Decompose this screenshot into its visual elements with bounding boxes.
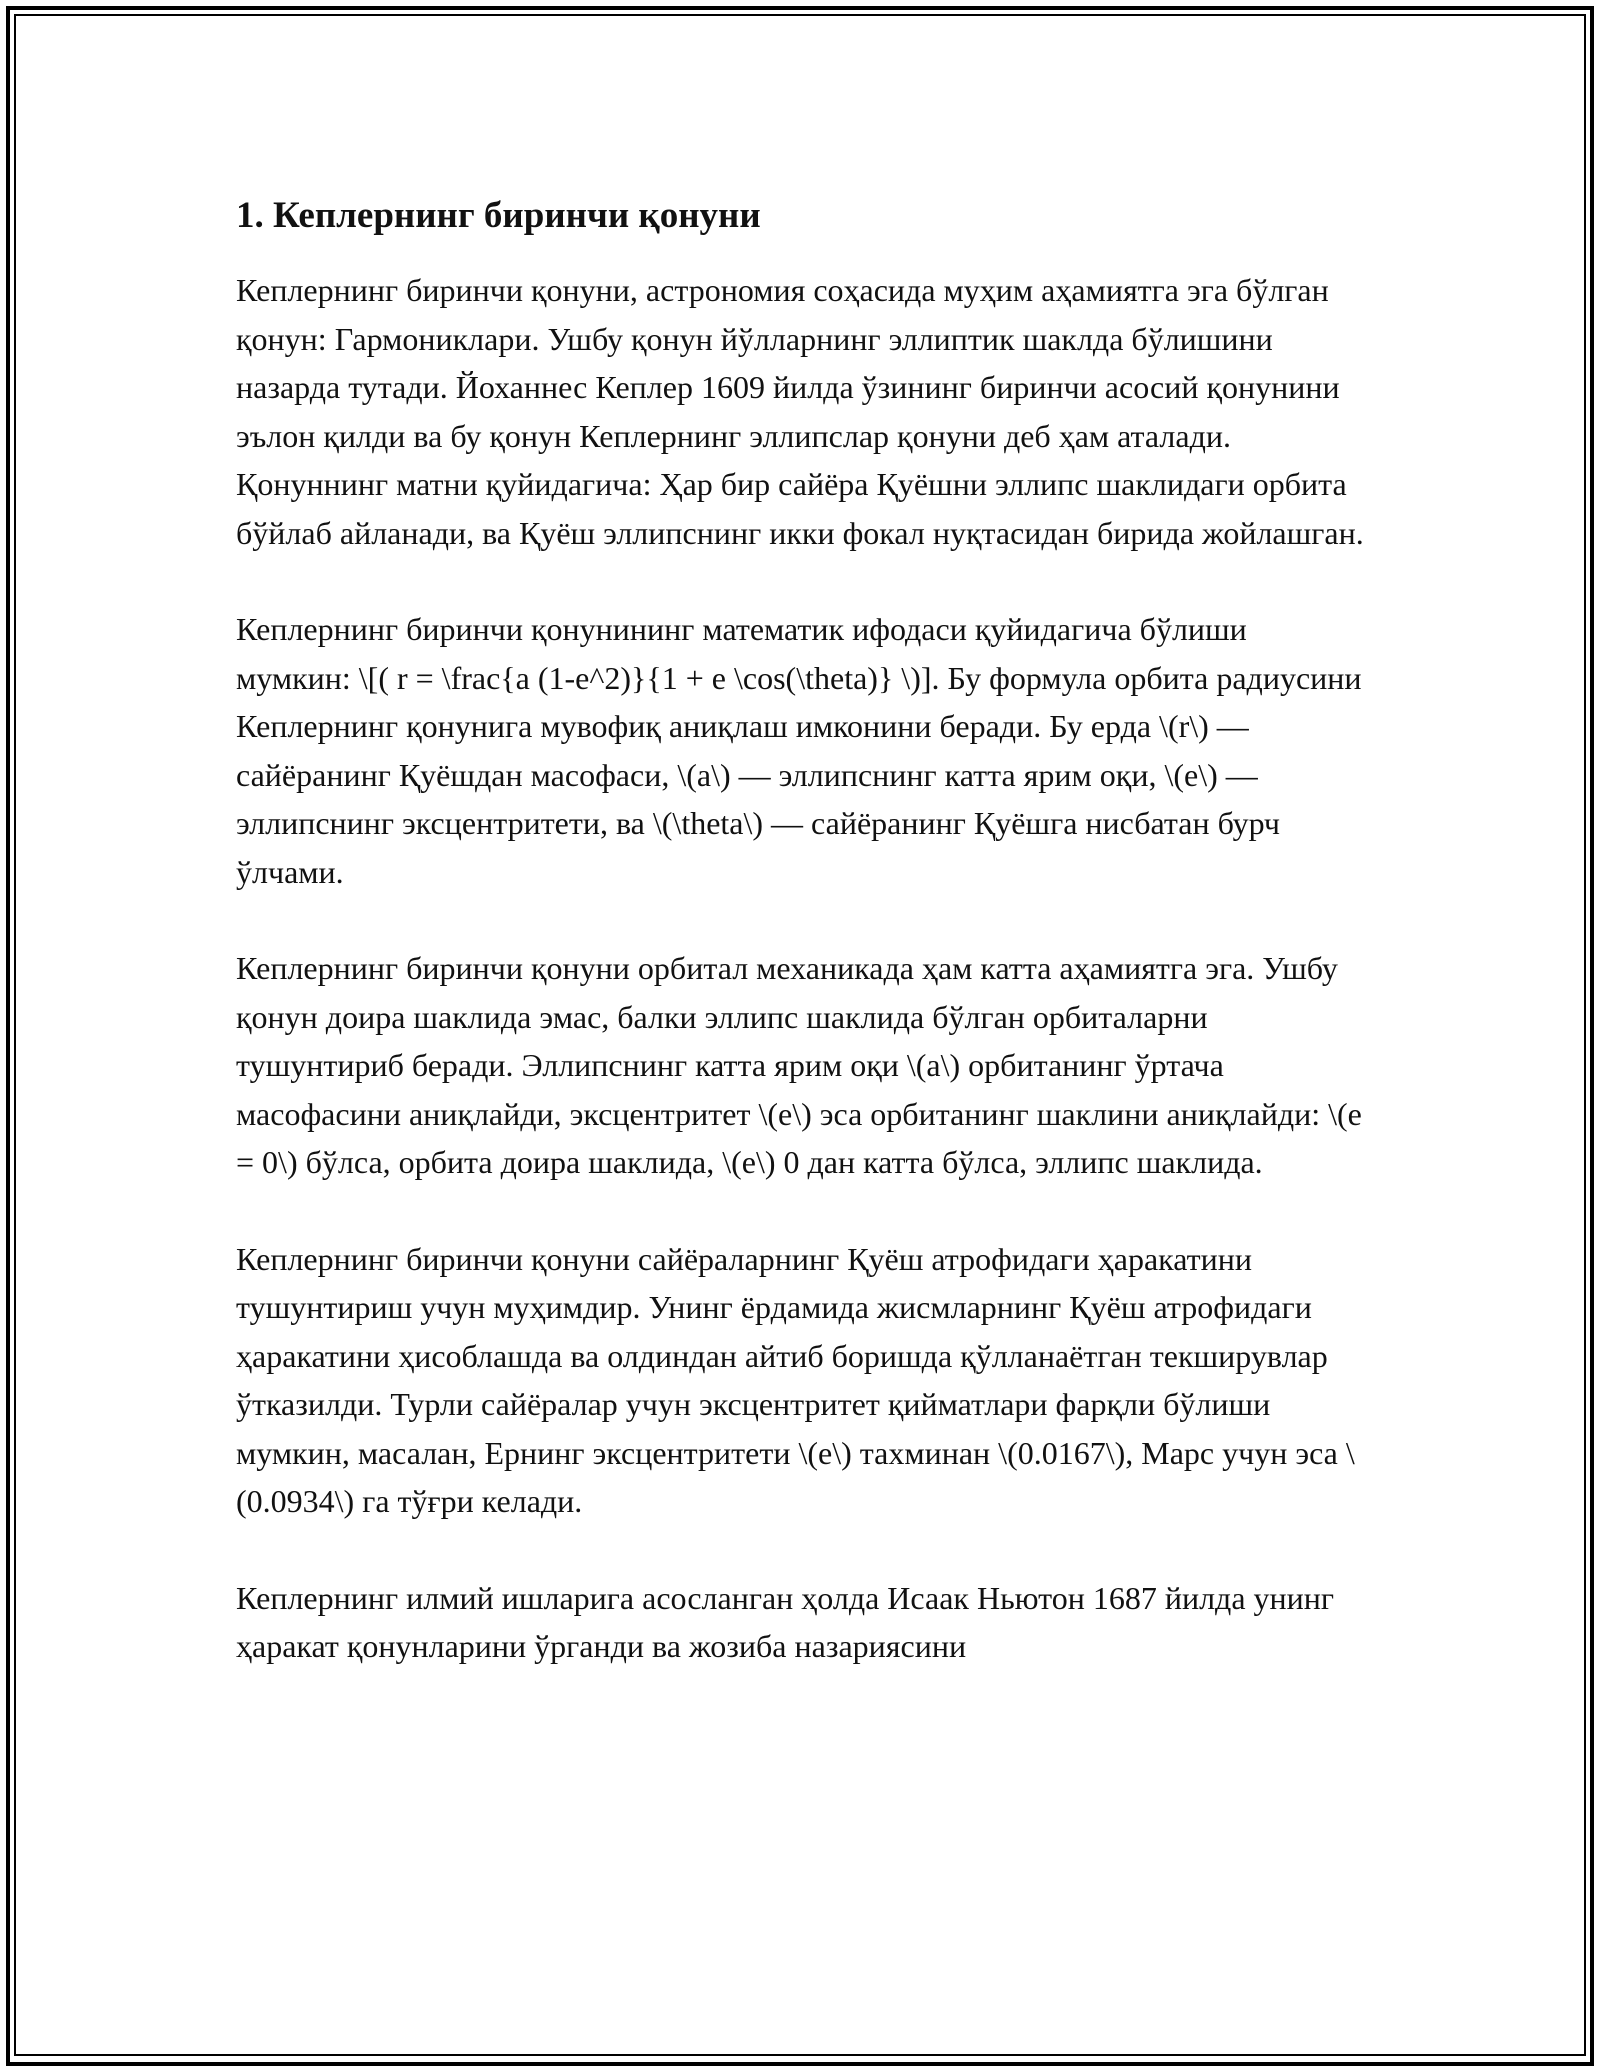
paragraph-1: Кеплернинг биринчи қонуни, астрономия соҳасида муҳим аҳамиятга эга бўлган қонун: Гармониклари. Ушбу қонун йўлларнинг эллиптик шаклда бўлишини назарда тутади. Йоханнес Кеплер 1609 йилда ўзининг биринчи асосий қонунини эълон қилди ва бу қонун Кеплернинг эллипслар қонуни деб ҳам аталади. Қонуннинг матни қуйидагича: Ҳар бир сайёра Қуёшни эллипс шаклидаги орбита бўйлаб айланади, ва Қуёш эллипснинг икки фокал нуқтасидан бирида жойлашган.	[236, 272, 1364, 551]
paragraph-3: Кеплернинг биринчи қонуни орбитал механикада ҳам катта аҳамиятга эга. Ушбу қонун доира шаклида эмас, балки эллипс шаклида бўлган орбиталарни тушунтириб беради. Эллипснинг катта ярим оқи \(a\) орбитанинг ўртача масофасини аниқлайди, эксцентритет \(e\) эса орбитанинг шаклини аниқлайди: \(e = 0\) бўлса, орбита доира шаклида, \(e\) 0 дан катта бўлса, эллипс шаклида.	[236, 950, 1362, 1180]
paragraph-2: Кеплернинг биринчи қонунининг математик ифодаси қуйидагича бўлиши мумкин: \[( r = \frac{a (1-e^2)}{1 + e \cos(\theta)} \)]. Бу формула орбита радиусини Кеплернинг қонунига мувофиқ аниқлаш имконини беради. Бу ерда \(r\) — сайёранинг Қуёшдан масофаси, \(a\) — эллипснинг катта ярим оқи, \(e\) — эллипснинг эксцентритети, ва \(\theta\) — сайёранинг Қуёшга нисбатан бурч ўлчами.	[236, 611, 1362, 890]
paragraph-5: Кеплернинг илмий ишларига асосланган ҳолда Исаак Ньютон 1687 йилда унинг ҳаракат қонунларини ўрганди ва жозиба назариясини	[236, 1579, 1335, 1664]
paragraph-4: Кеплернинг биринчи қонуни сайёраларнинг Қуёш атрофидаги ҳаракатини тушунтириш учун муҳимдир. Унинг ёрдамида жисмларнинг Қуёш атрофидаги ҳаракатини ҳисоблашда ва олдиндан айтиб боришда қўлланаётган текширувлар ўтказилди. Турли сайёралар учун эксцентритет қийматлари фарқли бўлиши мумкин, масалан, Ернинг эксцентритети \(e\) тахминан \(0.0167\), Марс учун эса \(0.0934\) га тўғри келади.	[236, 1240, 1355, 1519]
section-heading: 1. Кеплернинг биринчи қонуни	[236, 195, 761, 236]
document-body	[236, 188, 1366, 1719]
